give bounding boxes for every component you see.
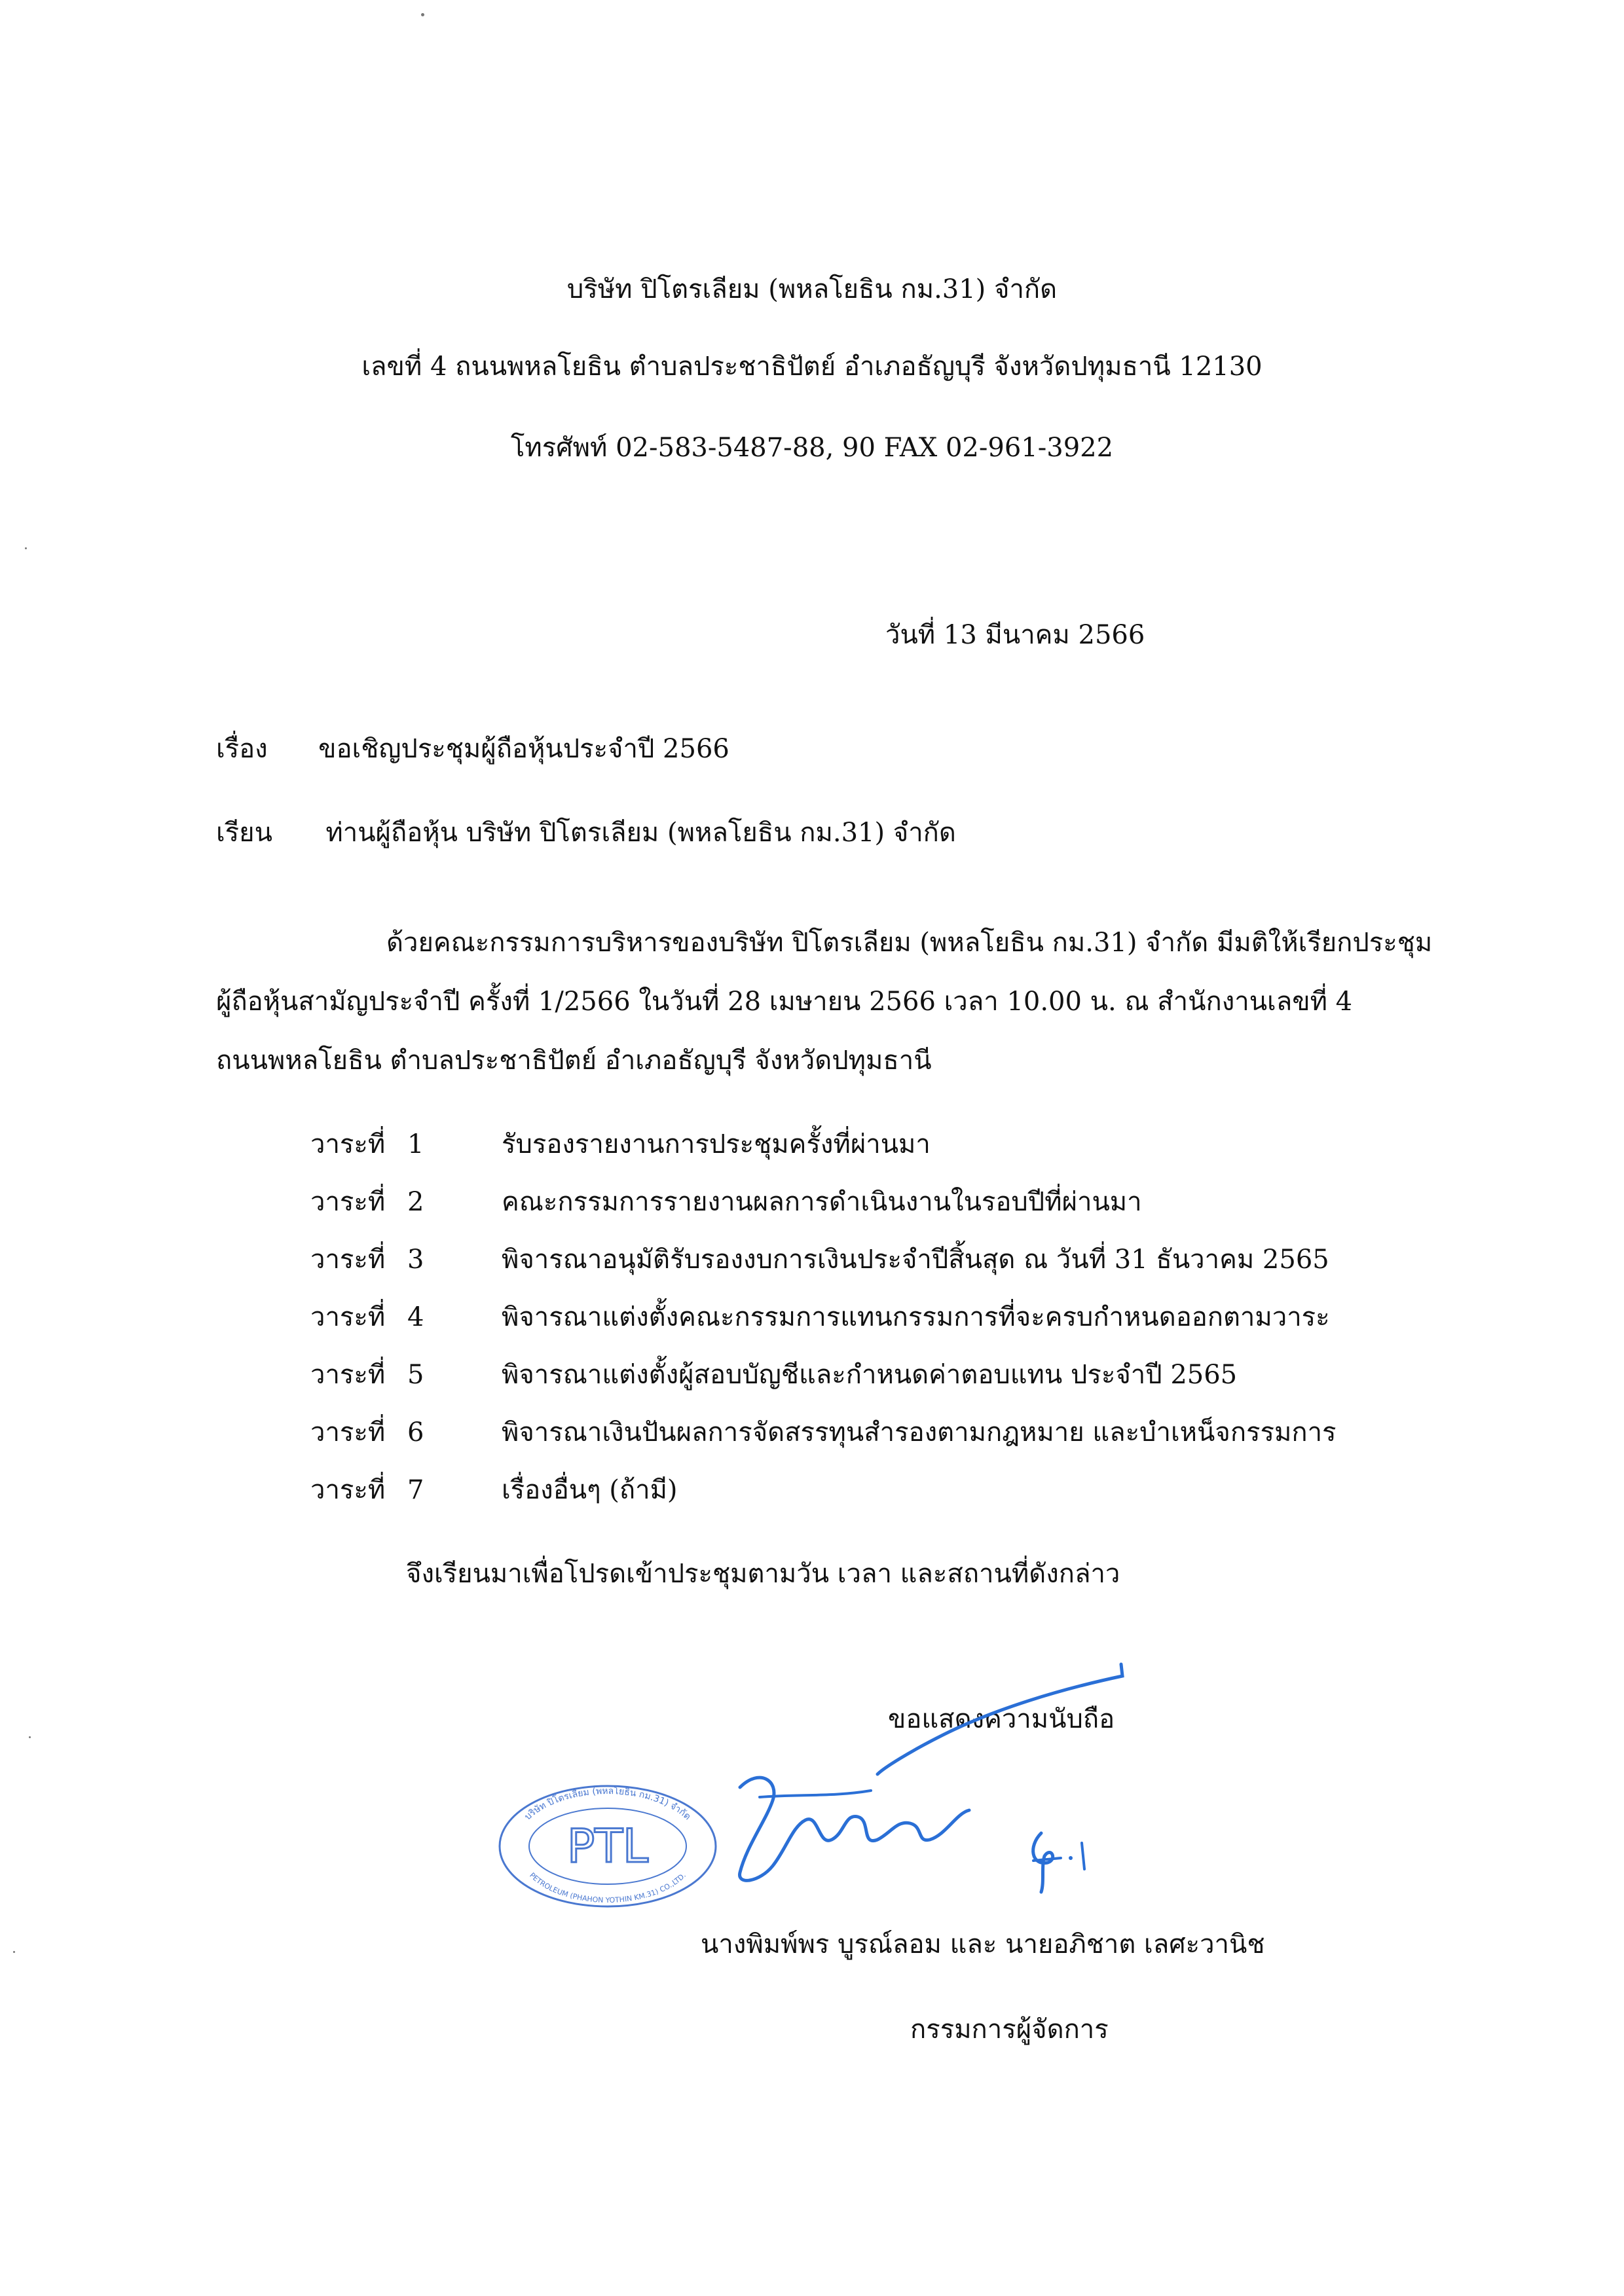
closing-request: จึงเรียนมาเพื่อโปรดเข้าประชุมตามวัน เวลา และสถานที่ดังกล่าว — [406, 1559, 1120, 1589]
agenda-text: รับรองรายงานการประชุมครั้งที่ผ่านมา — [502, 1129, 931, 1159]
subject-label: เรื่อง — [216, 734, 268, 764]
scan-speck — [13, 1951, 15, 1953]
company-address: เลขที่ 4 ถนนพหลโยธิน ตำบลประชาธิปัตย์ อำเภอธัญบุรี จังหวัดปทุมธานี 12130 — [361, 352, 1263, 382]
agenda-number: 2 — [407, 1187, 424, 1217]
agenda-number: 3 — [407, 1245, 424, 1275]
stamp-ring-bottom: PETROLEUM (PHAHON YOTHIN KM.31) CO.,LTD. — [528, 1870, 688, 1905]
scan-speck — [421, 13, 424, 16]
agenda-number: 5 — [407, 1360, 424, 1390]
agenda-label: วาระที่ — [310, 1129, 386, 1159]
agenda-text: พิจารณาเงินปันผลการจัดสรรทุนสำรองตามกฎหมาย และบำเหน็จกรรมการ — [502, 1417, 1337, 1448]
agenda-text: พิจารณาแต่งตั้งผู้สอบบัญชีและกำหนดค่าตอบแทน ประจำปี 2565 — [502, 1360, 1238, 1390]
scan-speck — [25, 547, 27, 549]
agenda-label: วาระที่ — [310, 1245, 386, 1275]
agenda-text: พิจารณาอนุมัติรับรองงบการเงินประจำปีสิ้นสุด ณ วันที่ 31 ธันวาคม 2565 — [502, 1245, 1329, 1275]
agenda-text: พิจารณาแต่งตั้งคณะกรรมการแทนกรรมการที่จะครบกำหนดออกตามวาระ — [502, 1302, 1330, 1332]
recipient-line — [216, 820, 956, 846]
company-stamp — [496, 1781, 719, 1912]
agenda-text: คณะกรรมการรายงานผลการดำเนินงานในรอบปีที่ผ่านมา — [502, 1187, 1142, 1217]
agenda-text: เรื่องอื่นๆ (ถ้ามี) — [502, 1475, 678, 1505]
recipient-label: เรียน — [216, 818, 272, 848]
company-name: บริษัท ปิโตรเลียม (พหลโยธิน กม.31) จำกัด — [566, 274, 1058, 304]
agenda-number: 6 — [407, 1417, 424, 1448]
agenda-label: วาระที่ — [310, 1360, 386, 1390]
subject-line — [216, 736, 729, 762]
agenda-label: วาระที่ — [310, 1187, 386, 1217]
stamp-ring-top: บริษัท ปิโตรเลียม (พหลโยธิน กม.31) จำกัด — [523, 1785, 693, 1823]
agenda-number: 7 — [407, 1475, 424, 1505]
signatory-position: กรรมการผู้จัดการ — [910, 2014, 1109, 2045]
stamp-initials: PTL — [567, 1819, 648, 1873]
letter-date: วันที่ 13 มีนาคม 2566 — [885, 620, 1145, 650]
body-line-1: ด้วยคณะกรรมการบริหารของบริษัท ปิโตรเลียม (พหลโยธิน กม.31) จำกัด มีมติให้เรียกประชุม — [386, 928, 1433, 958]
body-line-2: ผู้ถือหุ้นสามัญประจำปี ครั้งที่ 1/2566 ในวันที่ 28 เมษายน 2566 เวลา 10.00 น. ณ สำนักงานเลขที่ 4 — [216, 987, 1353, 1017]
body-line-3: ถนนพหลโยธิน ตำบลประชาธิปัตย์ อำเภอธัญบุรี จังหวัดปทุมธานี — [216, 1046, 932, 1076]
agenda-number: 4 — [407, 1302, 424, 1332]
signatory-names: นางพิมพ์พร บูรณ์ลอม และ นายอภิชาต เลศะวานิช — [701, 1929, 1265, 1959]
agenda-number: 1 — [407, 1129, 424, 1159]
agenda-label: วาระที่ — [310, 1302, 386, 1332]
agenda-label: วาระที่ — [310, 1475, 386, 1505]
regards: ขอแสดงความนับถือ — [888, 1704, 1115, 1734]
recipient-text: ท่านผู้ถือหุ้น บริษัท ปิโตรเลียม (พหลโยธิน กม.31) จำกัด — [325, 818, 956, 848]
scan-speck — [29, 1736, 31, 1738]
signature-initials — [1022, 1820, 1100, 1899]
agenda-label: วาระที่ — [310, 1417, 386, 1448]
subject-text: ขอเชิญประชุมผู้ถือหุ้นประจำปี 2566 — [318, 734, 729, 764]
company-contact: โทรศัพท์ 02-583-5487-88, 90 FAX 02-961-3922 — [510, 433, 1114, 463]
